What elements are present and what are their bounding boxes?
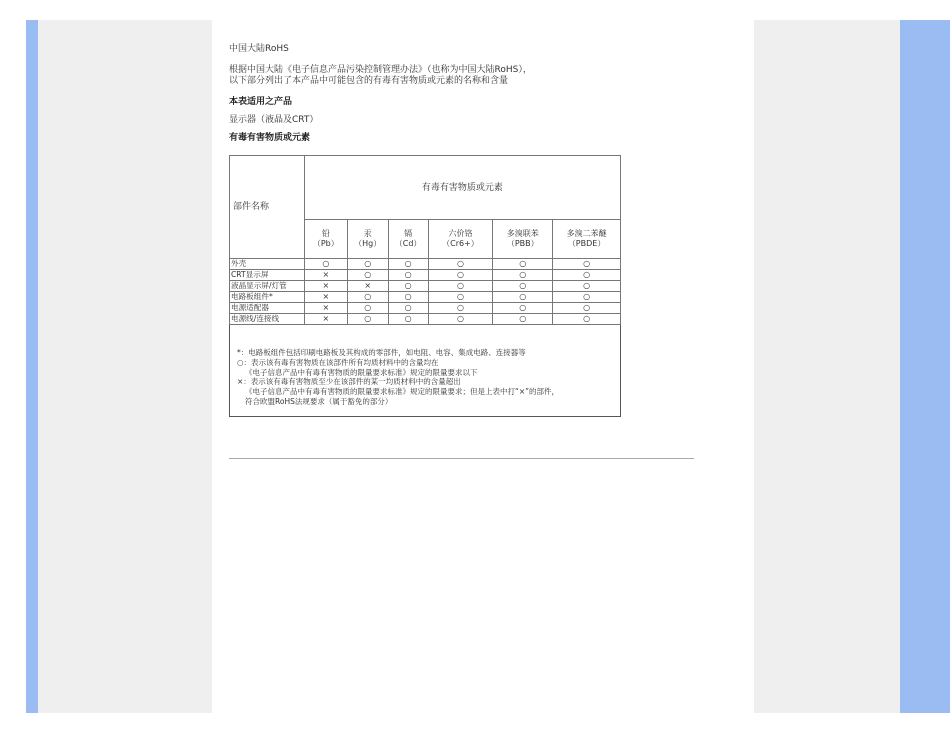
table-row bbox=[230, 270, 621, 281]
value-cell: ○ bbox=[553, 314, 621, 325]
value-cell: ○ bbox=[553, 292, 621, 303]
column-header: 镉 （Cd） bbox=[388, 220, 428, 259]
applies-title: 本表适用之产品 bbox=[229, 97, 293, 107]
part-name-header: 部件名称 bbox=[230, 156, 305, 259]
table-title: 有毒有害物质或元素 bbox=[229, 133, 311, 143]
right-margin-panel bbox=[754, 20, 900, 713]
value-cell: ○ bbox=[388, 314, 428, 325]
value-cell: ○ bbox=[428, 314, 493, 325]
note-line: ○：表示该有毒有害物质在该部件所有均质材料中的含量均在 bbox=[237, 357, 439, 367]
value-cell: ○ bbox=[388, 281, 428, 292]
value-cell: × bbox=[304, 303, 347, 314]
table-notes bbox=[237, 348, 559, 407]
left-margin-panel bbox=[38, 20, 212, 713]
value-cell: ○ bbox=[493, 281, 553, 292]
part-cell: 电路板组件* bbox=[230, 292, 305, 303]
section-heading: 中国大陆RoHS bbox=[229, 44, 289, 54]
intro-line-1: 根据中国大陆《电子信息产品污染控制管理办法》（也称为中国大陆RoHS）， bbox=[229, 65, 532, 75]
table-row bbox=[230, 303, 621, 314]
column-header: 多溴联苯 （PBB） bbox=[493, 220, 553, 259]
part-cell: 外壳 bbox=[230, 259, 305, 270]
part-cell: 电源线/连接线 bbox=[230, 314, 305, 325]
value-cell: ○ bbox=[553, 281, 621, 292]
column-header: 铅 （Pb） bbox=[304, 220, 347, 259]
intro-line-2: 以下部分列出了本产品中可能包含的有毒有害物质或元素的名称和含量 bbox=[229, 76, 509, 86]
value-cell: ○ bbox=[493, 259, 553, 270]
value-cell: ○ bbox=[428, 303, 493, 314]
note-line: 符合欧盟RoHS法规要求（属于豁免的部分） bbox=[245, 396, 393, 406]
value-cell: ○ bbox=[347, 314, 388, 325]
part-cell: 液晶显示屏/灯管 bbox=[230, 281, 305, 292]
table-row bbox=[230, 314, 621, 325]
value-cell: ○ bbox=[553, 259, 621, 270]
value-cell: ○ bbox=[347, 303, 388, 314]
value-cell: ○ bbox=[428, 292, 493, 303]
value-cell: × bbox=[304, 314, 347, 325]
table-row bbox=[230, 259, 621, 270]
value-cell: ○ bbox=[347, 292, 388, 303]
value-cell: × bbox=[304, 270, 347, 281]
note-line: ×：表示该有毒有害物质至少在该部件的某一均质材料中的含量超出 bbox=[237, 377, 461, 387]
value-cell: ○ bbox=[388, 270, 428, 281]
column-header: 六价铬 （Cr6+） bbox=[428, 220, 493, 259]
value-cell: ○ bbox=[388, 303, 428, 314]
value-cell: ○ bbox=[428, 270, 493, 281]
part-cell: 电源适配器 bbox=[230, 303, 305, 314]
hazardous-substance-table bbox=[229, 155, 621, 325]
left-accent-bar bbox=[26, 20, 38, 713]
value-cell: ○ bbox=[553, 270, 621, 281]
value-cell: × bbox=[304, 281, 347, 292]
note-line: 《电子信息产品中有毒有害物质的限量要求标准》规定的限量要求；但是上表中打“×”的部件， bbox=[245, 387, 560, 397]
value-cell: ○ bbox=[493, 314, 553, 325]
value-cell: ○ bbox=[304, 259, 347, 270]
table-row bbox=[230, 281, 621, 292]
value-cell: ○ bbox=[347, 259, 388, 270]
horizontal-divider bbox=[229, 458, 694, 459]
note-line: 《电子信息产品中有毒有害物质的限量要求标准》规定的限量要求以下 bbox=[245, 367, 478, 377]
table-row bbox=[230, 292, 621, 303]
value-cell: ○ bbox=[428, 281, 493, 292]
substance-group-header: 有毒有害物质或元素 bbox=[304, 156, 620, 220]
value-cell: ○ bbox=[553, 303, 621, 314]
value-cell: ○ bbox=[493, 292, 553, 303]
value-cell: ○ bbox=[493, 303, 553, 314]
applies-value: 显示器（液晶及CRT） bbox=[229, 115, 319, 125]
note-line: *：电路板组件包括印刷电路板及其构成的零部件，如电阻、电容、集成电路、连接器等 bbox=[237, 348, 526, 357]
value-cell: × bbox=[347, 281, 388, 292]
column-header: 汞 （Hg） bbox=[347, 220, 388, 259]
right-accent-bar bbox=[900, 20, 950, 713]
part-cell: CRT显示屏 bbox=[230, 270, 305, 281]
value-cell: ○ bbox=[388, 292, 428, 303]
column-header: 多溴二苯醚 （PBDE） bbox=[553, 220, 621, 259]
value-cell: ○ bbox=[428, 259, 493, 270]
value-cell: ○ bbox=[388, 259, 428, 270]
value-cell: ○ bbox=[493, 270, 553, 281]
value-cell: × bbox=[304, 292, 347, 303]
value-cell: ○ bbox=[347, 270, 388, 281]
